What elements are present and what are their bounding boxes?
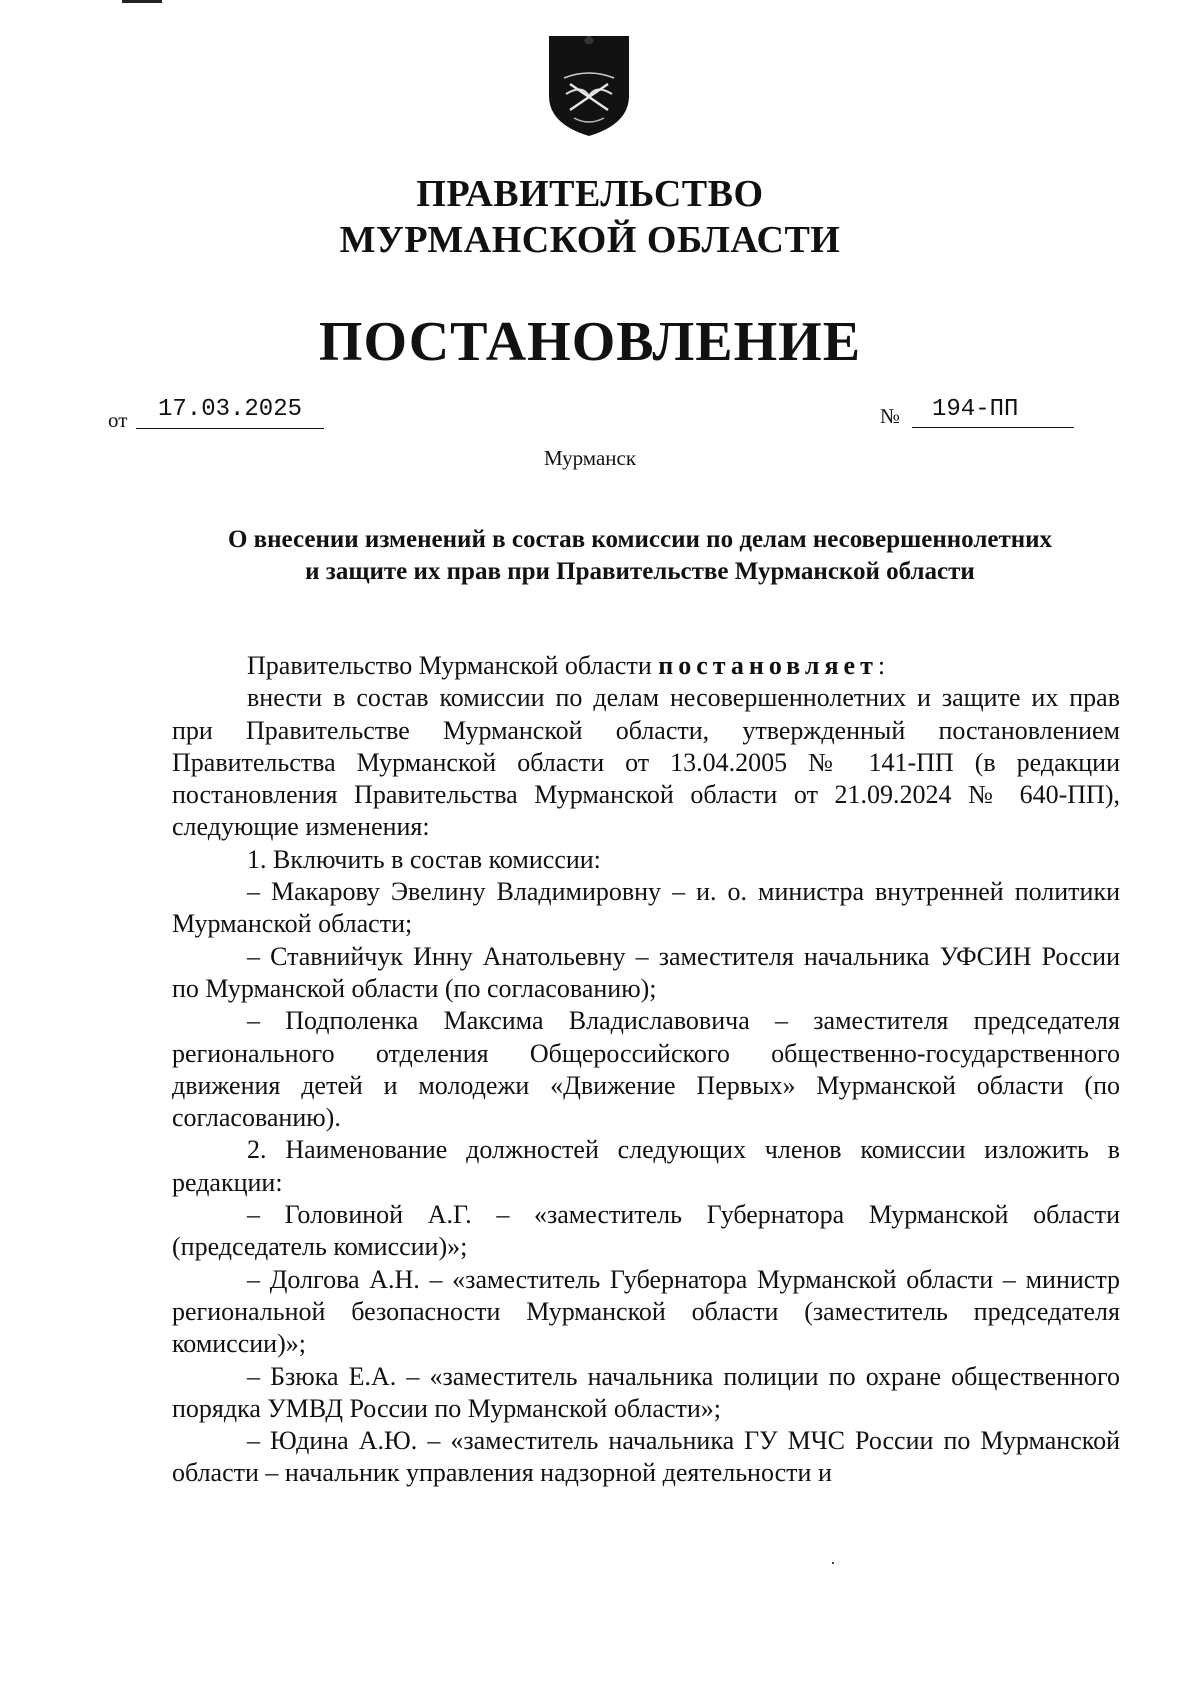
government-title-line1: ПРАВИТЕЛЬСТВО (416, 173, 764, 215)
document-subject (150, 524, 1130, 588)
date-label: от (108, 408, 128, 432)
item1-member-b: – Ставнийчук Инну Анатольевну – заместителя начальника УФСИН России по Мурманской области (по согласованию); (172, 941, 1120, 1003)
item2-member-c: – Бзюка Е.А. – «заместитель начальника полиции по охране общественного порядка УМВД России по Мурманской области»; (172, 1361, 1120, 1423)
subject-line1: О внесении изменений в состав комиссии по делам несовершеннолетних (227, 526, 1053, 553)
city-name: Мурманск (543, 446, 637, 470)
intro-paragraph (172, 650, 1120, 682)
item2-member-d: – Юдина А.Ю. – «заместитель начальника ГУ МЧС России по Мурманской области – начальник управления надзорной деятельности и (172, 1426, 1120, 1488)
government-title-line2: МУРМАНСКОЙ ОБЛАСТИ (339, 219, 841, 261)
item1-heading: 1. Включить в состав комиссии: (247, 844, 601, 874)
document-body (172, 650, 1120, 1490)
item2-heading: 2. Наименование должностей следующих членов комиссии изложить в редакции: (172, 1135, 1120, 1197)
scan-artifact (122, 0, 162, 3)
intro-prefix: Правительство Мурманской области (247, 651, 659, 680)
subject-line2: и защите их прав при Правительстве Мурманской области (305, 558, 975, 585)
preamble-paragraph: внести в состав комиссии по делам несовершеннолетних и защите их прав при Правительстве Мурманской области, утвержденный постановлением Правительства Мурманской области от 13.04.2005 № 141-ПП (в редакции постановления Правительства Мурманской области от 21.09.2024 № 640-ПП), следующие изменения: (172, 683, 1120, 842)
intro-verb: постановляет (658, 651, 878, 680)
number-label: № (880, 404, 901, 428)
item1-member-c: – Подполенка Максима Владиславовича – заместителя председателя регионального отделения Общероссийского общественно-государственного движения детей и молодежи «Движение Первых» Мурманской области (по согласованию). (172, 1006, 1120, 1133)
document-type-title: ПОСТАНОВЛЕНИЕ (318, 311, 862, 373)
document-date: 17.03.2025 (136, 396, 324, 429)
item2-member-b: – Долгова А.Н. – «заместитель Губернатора Мурманской области – министр региональной безопасности Мурманской области (заместитель председателя комиссии)»; (172, 1264, 1120, 1359)
item2-member-a: – Головиной А.Г. – «заместитель Губернатора Мурманской области (председатель комиссии)»; (172, 1200, 1120, 1262)
intro-suffix: : (877, 651, 886, 680)
item1-member-a: – Макарову Эвелину Владимировну – и. о. министра внутренней политики Мурманской области; (172, 877, 1120, 939)
coat-of-arms-icon (546, 34, 632, 138)
scan-speck (832, 1562, 834, 1564)
document-number: 194-ПП (912, 396, 1074, 428)
